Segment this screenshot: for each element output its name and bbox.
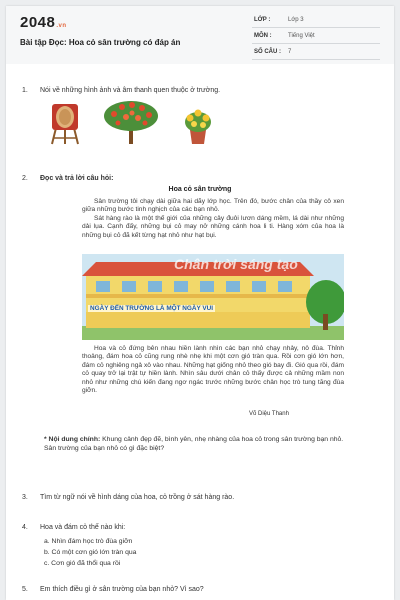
drum-illustration: [48, 98, 82, 146]
school-illustration: [82, 254, 344, 340]
option-a: a. Nhìn đám học trò đùa giỡn: [44, 538, 133, 545]
reading-passage-bottom: [82, 345, 344, 395]
reading-title: Hoa cỏ sân trường: [168, 186, 232, 193]
reading-paragraph-1: Sân trường tôi chạy dài giữa hai dãy lớp học. Trên đó, bước chân của thầy cô xen giữa những bước tinh nghịch của các bạn nhỏ.: [82, 198, 344, 214]
potted-flowers-illustration: [182, 98, 214, 146]
document-header: [6, 6, 394, 64]
meta-grade: LỚP : Lớp 3: [252, 12, 380, 28]
reading-author: Võ Diệu Thanh: [249, 411, 289, 417]
meta-subject: MÔN : Tiếng Việt: [252, 28, 380, 44]
option-b: b. Có một cơn gió lớn tràn qua: [44, 549, 137, 556]
question-4-options: [44, 536, 136, 569]
reading-paragraph-2: Sát hàng rào là một thế giới của những cây đuôi lươn dáng mềm, lá dài như những dải lụa. Cạnh đấy, những bụi cỏ may nở những cánh hoa li ti. Hàng xóm của hoa là những bụi cỏ đã kết từng hạt nhỏ như hạt bụi.: [82, 214, 344, 239]
document-title: Bài tập Đọc: Hoa cỏ sân trường có đáp án: [20, 38, 181, 47]
school-banner: NGÀY ĐẾN TRƯỜNG LÀ MỘT NGÀY VUI: [90, 305, 214, 312]
site-logo[interactable]: 2048.vn: [20, 14, 67, 31]
reading-passage-top: [82, 198, 344, 240]
document-page: 2048.vn Bài tập Đọc: Hoa cỏ sân trường có đáp án LỚP : Lớp 3 MÔN : Tiếng Việt SỐ CÂU : 7 1. Nói về những hình ảnh và âm thanh quen thuộc ở trường. 2. Đọc và trả lời câu hỏi: Hoa cỏ sân trường Sân trường tôi chạy dài giữa hai dãy lớp học. Trên đó, bước chân của thầy cô xen giữa những bước tinh nghịch của các bạn nhỏ. Sát hàng rào là một thế giới của những cây đuôi lươn dáng mềm, lá dài như những dải lụa. Cạnh đấy, những bụi cỏ may nở những cánh hoa li ti. Hàng xóm của hoa là những bụi cỏ đã kết từng hạt nhỏ như hạt bụi. Chân trời sáng tạo NGÀY ĐẾN TRƯỜNG LÀ MỘT NGÀY VUI Hoa và cỏ đứng bên nhau hiền lành nhìn các bạn nhỏ chạy nhảy, nô đùa. Thỉnh thoảng, đám hoa cỏ cũng rung nhè nhẹ khi một cơn gió tràn qua. Rồi cơn gió lớn hơn, đám cỏ nghiêng ngả xô vào nhau. Những hạt giống nhỏ theo gió bay đi. Gió qua rồi, đám cỏ quay trở lại trật tự hiền lành. Nhìn sâu dưới chân cỏ thấy được cả những mầm non nhỏ như những chú kiến đang ngơ ngác trước những bước chân học trò tung tăng đùa giỡn. Võ Diệu Thanh * Nội dung chính: Khung cảnh đẹp đẽ, bình yên, nhẹ nhàng của hoa cỏ trong sân trường bạn nhỏ. Sân trường của bạn nhỏ có gì đặc biệt? 3. Tìm từ ngữ nói về hình dáng của hoa, cỏ trồng ở sát hàng rào. 4. Hoa và đám cỏ thế nào khi: a. Nhìn đám học trò đùa giỡn b. Có một cơn gió lớn tràn qua c. Cơn gió đã thổi qua rồi 5. Em thích điều gì ở sân trường của bạn nhỏ? Vì sao?: [6, 6, 394, 600]
flowering-tree-illustration: [102, 98, 160, 146]
main-idea-note: * Nội dung chính: Khung cảnh đẹp đẽ, bình yên, nhẹ nhàng của hoa cỏ trong sân trường bạn nhỏ. Sân trường của bạn nhỏ có gì đặc biệt?: [44, 436, 344, 452]
option-c: c. Cơn gió đã thổi qua rồi: [44, 560, 121, 567]
meta-question-count: SỐ CÂU : 7: [252, 44, 380, 60]
watermark-text: Chân trời sáng tạo: [174, 256, 298, 272]
reading-paragraph-3: Hoa và cỏ đứng bên nhau hiền lành nhìn các bạn nhỏ chạy nhảy, nô đùa. Thỉnh thoảng, đám hoa cỏ cũng rung nhè nhẹ khi một cơn gió tràn qua. Rồi cơn gió lớn hơn, đám cỏ nghiêng ngả xô vào nhau. Những hạt giống nhỏ theo gió bay đi. Gió qua rồi, đám cỏ quay trở lại trật tự hiền lành. Nhìn sâu dưới chân cỏ thấy được cả những mầm non nhỏ như những chú kiến đang ngơ ngác trước những bước chân học trò tung tăng đùa giỡn.: [82, 345, 344, 395]
